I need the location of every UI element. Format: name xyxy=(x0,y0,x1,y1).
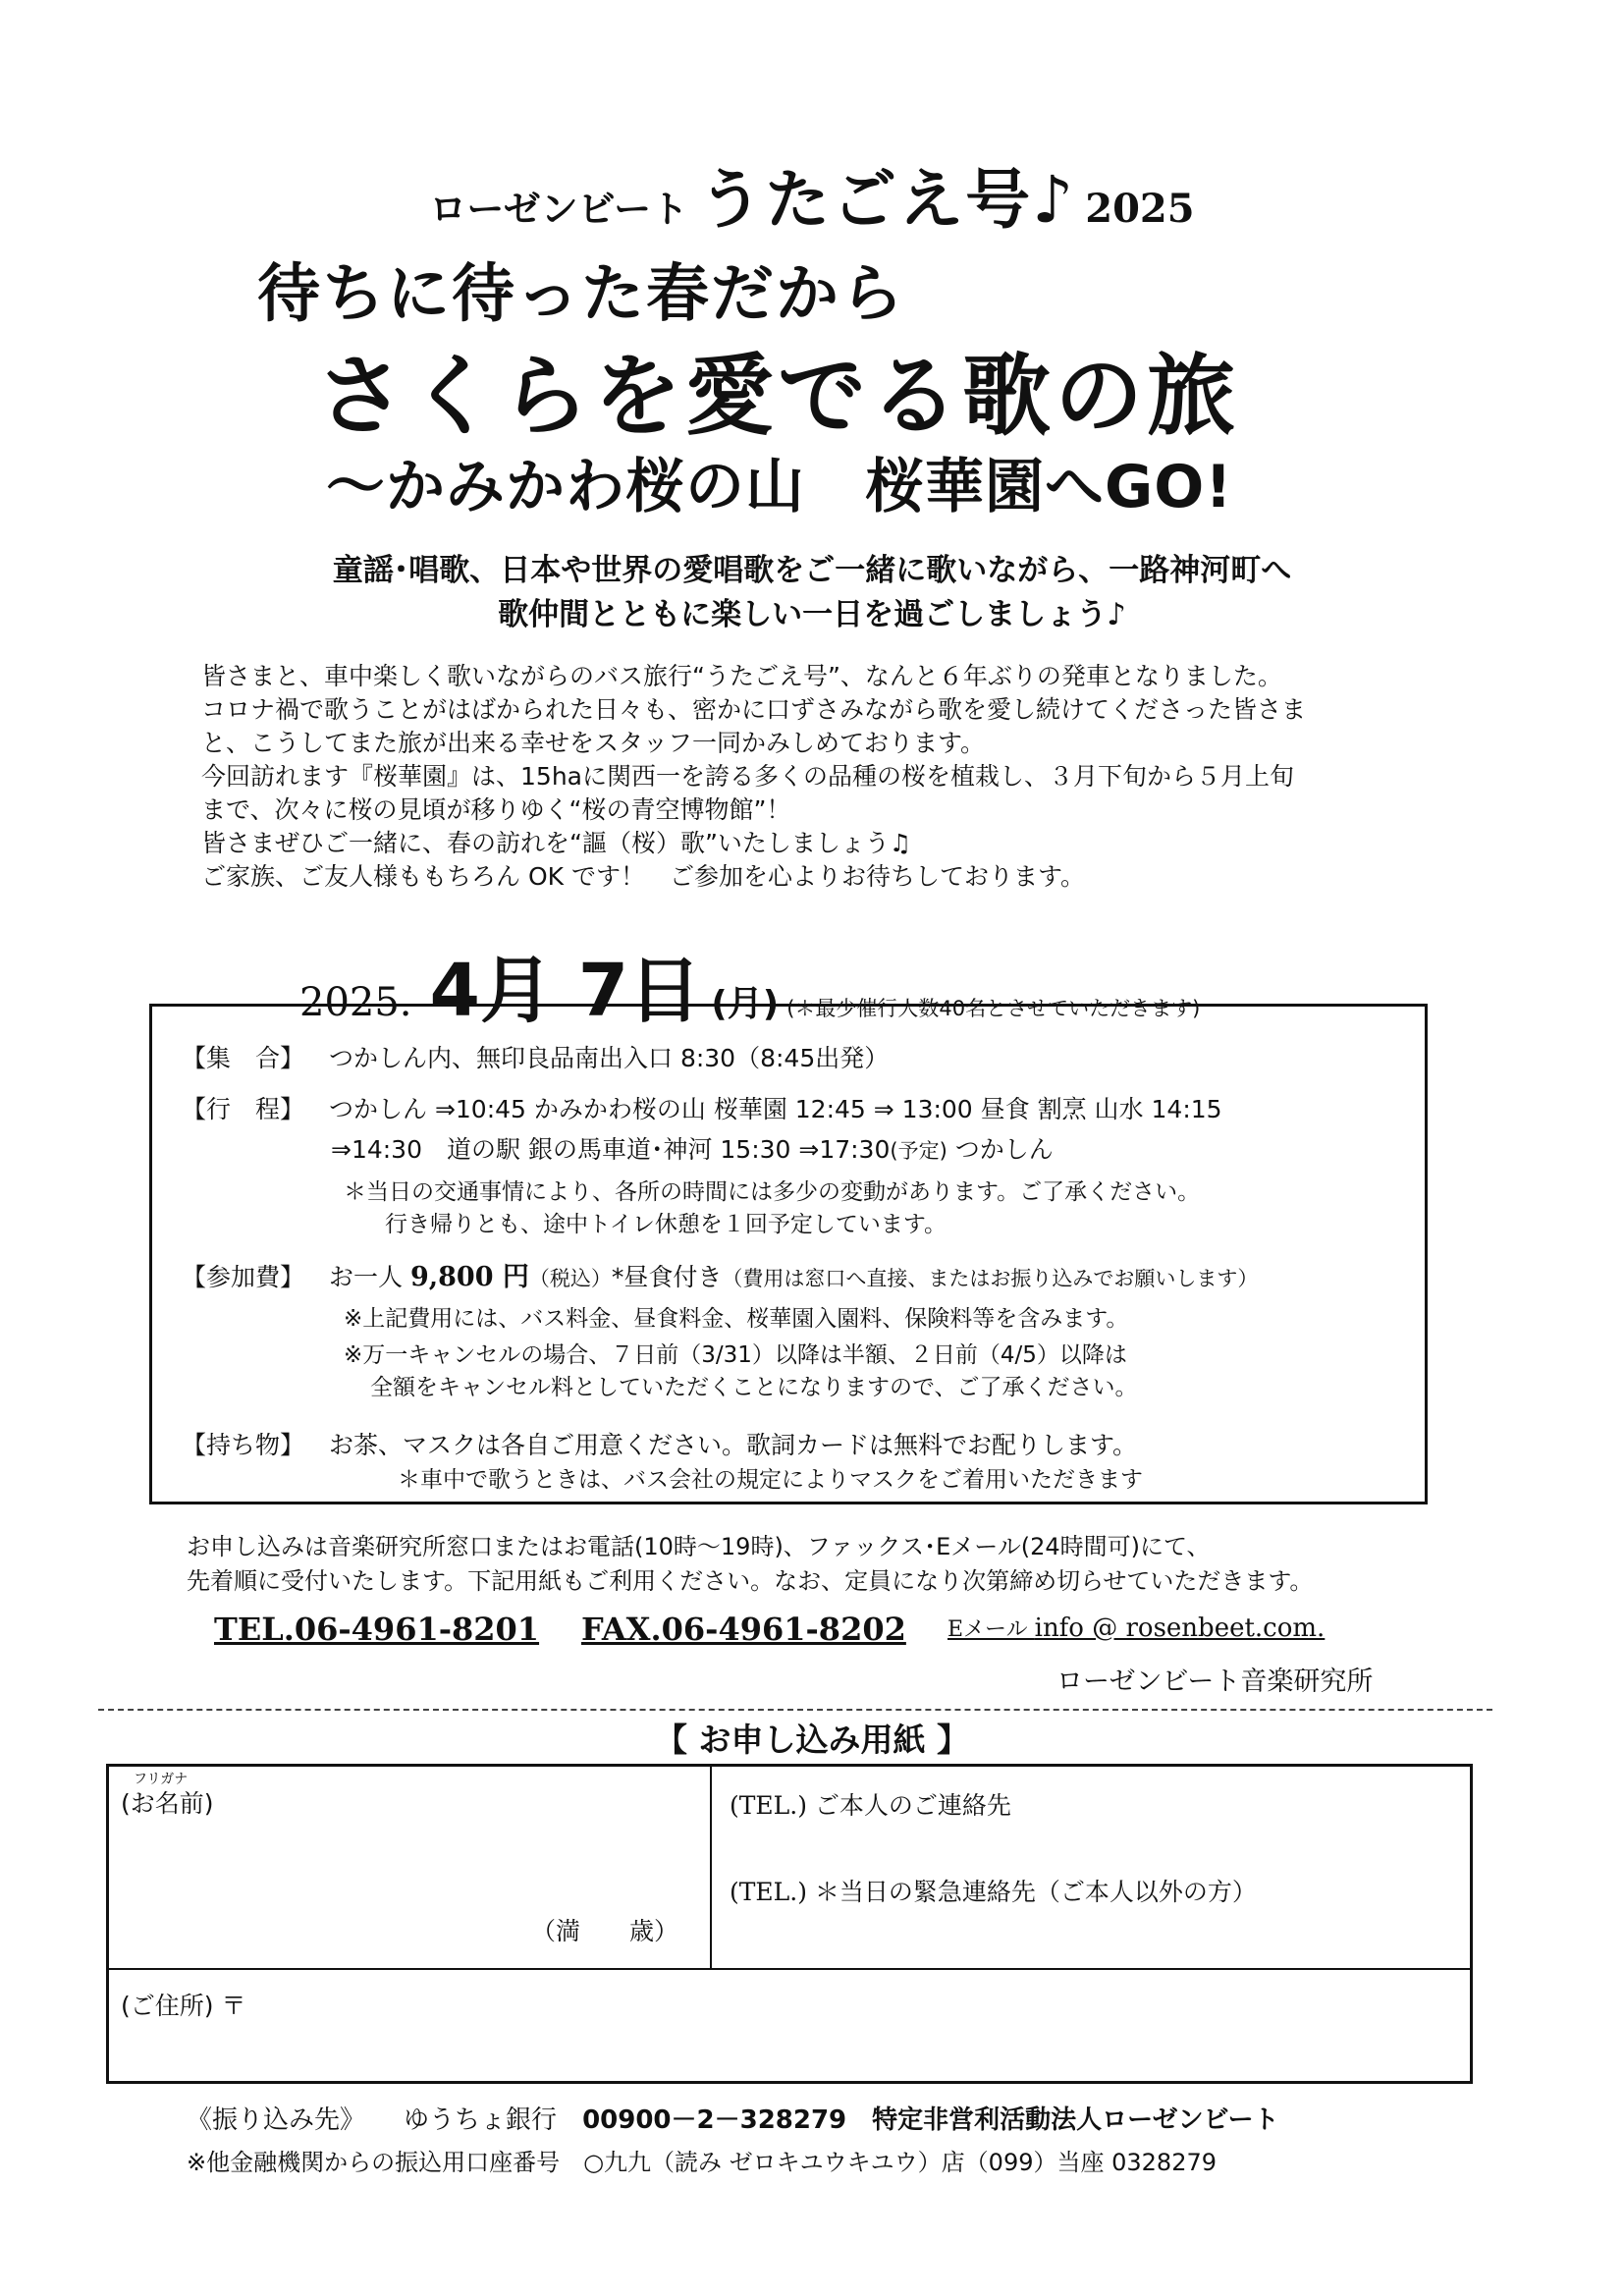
itinerary-line-1: つかしん ⇒10:45 かみかわ桜の山 桜華園 12:45 ⇒ 13:00 昼食 割烹 山水 14:15 xyxy=(329,1095,1222,1123)
intro-line: ご家族、ご友人様ももちろん OK です！ ご参加を心よりお待ちしております。 xyxy=(201,862,1085,891)
meeting-text: つかしん内、無印良品南出入口 8:30（8:45出発） xyxy=(329,1044,890,1072)
meeting-label: 【集 合】 xyxy=(182,1044,305,1072)
title-line-1: 待ちに待った春だから xyxy=(257,258,905,331)
fee-note-2: ※万一キャンセルの場合、７日前（3/31）以降は半額、２日前（4/5）以降は xyxy=(344,1342,1127,1368)
email-value: info @ rosenbeet.com. xyxy=(1034,1613,1326,1643)
fee-label: 【参加費】 xyxy=(182,1263,305,1291)
fax-number: FAX.06-4961-8202 xyxy=(581,1611,906,1648)
cut-line xyxy=(98,1709,1492,1711)
event-name: うたごえ号♪ xyxy=(698,162,1076,238)
date-year: 2025. xyxy=(299,980,412,1025)
itinerary-note-1: ＊当日の交通事情により、各所の時間には多少の変動があります。ご了承ください。 xyxy=(344,1179,1201,1205)
brand-name: ローゼンビート xyxy=(429,188,689,231)
form-divider-vertical xyxy=(710,1767,712,1968)
date-weekday: (月) xyxy=(711,984,780,1024)
items-row xyxy=(182,1426,1137,1461)
event-year: 2025 xyxy=(1085,186,1195,232)
intro-line: まで、次々に桜の見頃が移りゆく“桜の青空博物館”！ xyxy=(201,795,791,824)
title-line-3: ～かみかわ桜の山 桜華園へGO! xyxy=(326,453,1233,521)
lead-line-1: 童謡･唱歌、日本や世界の愛唱歌をご一緒に歌いながら、一路神河町へ xyxy=(332,553,1292,588)
name-field[interactable]: (お名前) xyxy=(121,1789,214,1818)
itinerary-label: 【行 程】 xyxy=(182,1095,305,1123)
items-text: お茶、マスクは各自ご用意ください。歌詞カードは無料でお配りします。 xyxy=(329,1431,1138,1459)
title-line-2: さくらを愛でる歌の旅 xyxy=(316,345,1239,448)
email-label: Eメール xyxy=(947,1617,1035,1642)
bank-account: 00900－2－328279 xyxy=(582,2105,847,2135)
fee-tax: （税込） xyxy=(528,1267,612,1290)
items-note: ＊車中で歌うときは、バス会社の規定によりマスクをご着用いただきます xyxy=(398,1467,1143,1493)
fee-prefix: お一人 xyxy=(329,1263,410,1291)
date-note: (＊最少催行人数40名とさせていただきます) xyxy=(786,997,1201,1020)
address-field[interactable]: (ご住所) 〒 xyxy=(121,1992,246,2020)
fee-amount: 9,800 円 xyxy=(409,1262,529,1292)
meeting-row xyxy=(182,1039,889,1074)
organization-name: ローゼンビート音楽研究所 xyxy=(1056,1667,1374,1697)
intro-line: 今回訪れます『桜華園』は、15haに関西一を誇る多くの品種の桜を植栽し、３月下旬から５月上旬 xyxy=(201,762,1294,791)
other-bank-info: ※他金融機関からの振込用口座番号 ○九九（読み ゼロキユウキユウ）店（099）当座 0328279 xyxy=(187,2149,1218,2176)
itinerary-end: つかしん xyxy=(947,1135,1054,1164)
apply-line-2: 先着順に受付いたします。下記用紙もご利用ください。なお、定員になり次第締め切らせていただきます。 xyxy=(187,1567,1314,1595)
itinerary-note-2: 行き帰りとも、途中トイレ休憩を１回予定しています。 xyxy=(385,1212,947,1237)
date-month-day: 4月 7日 xyxy=(429,949,702,1033)
tel-number: TEL.06-4961-8201 xyxy=(214,1611,540,1648)
tel-self-field[interactable]: (TEL.) ご本人のご連絡先 xyxy=(730,1791,1011,1820)
bank-info xyxy=(187,2100,1279,2136)
fee-note-3: 全額をキャンセル料としていただくことになりますので、ご了承ください。 xyxy=(370,1375,1138,1400)
fee-payment: （費用は窓口へ直接、またはお振り込みでお願いします） xyxy=(722,1267,1259,1290)
intro-paragraph xyxy=(201,660,1306,894)
itinerary-line-2: ⇒14:30 道の駅 銀の馬車道･神河 15:30 ⇒17:30 xyxy=(331,1135,891,1164)
fee-meal: *昼食付き xyxy=(611,1263,723,1291)
intro-line: コロナ禍で歌うことがはばかられた日々も、密かに口ずさみながら歌を愛し続けてくださった皆さま xyxy=(201,695,1307,724)
itinerary-plan: (予定) xyxy=(890,1139,947,1163)
application-form xyxy=(106,1764,1473,2084)
form-divider-horizontal xyxy=(109,1968,1470,1970)
form-title: 【 お申し込み用紙 】 xyxy=(655,1721,969,1759)
bank-label: 《振り込み先》 xyxy=(187,2105,353,2135)
fee-note-1: ※上記費用には、バス料金、昼食料金、桜華園入園料、保険料等を含みます。 xyxy=(344,1306,1129,1332)
event-info-box xyxy=(149,1004,1428,1504)
itinerary-row xyxy=(182,1090,1222,1125)
intro-line: 皆さまと、車中楽しく歌いながらのバス旅行“うたごえ号”、なんと６年ぶりの発車となりました。 xyxy=(201,662,1282,690)
itinerary-row-2 xyxy=(331,1130,1054,1166)
age-field[interactable]: （満 歳） xyxy=(531,1917,679,1945)
fee-row xyxy=(182,1255,1258,1293)
intro-line: と、こうしてまた旅が出来る幸せをスタッフ一同かみしめております。 xyxy=(201,729,986,757)
account-holder: 特定非営利活動法人ローゼンビート xyxy=(872,2105,1279,2135)
email-address xyxy=(947,1613,1325,1643)
intro-line: 皆さまぜひご一緒に、春の訪れを“謳（桜）歌”いたしましょう♫ xyxy=(201,829,912,857)
event-header xyxy=(0,147,1624,241)
furigana-label: フリガナ xyxy=(134,1772,189,1787)
apply-line-1: お申し込みは音楽研究所窓口またはお電話(10時～19時)、ファックス･Eメール(24時間可)にて、 xyxy=(187,1533,1211,1560)
tel-emergency-field[interactable]: (TEL.) ＊当日の緊急連絡先（ご本人以外の方） xyxy=(730,1878,1257,1906)
lead-line-2: 歌仲間とともに楽しい一日を過ごしましょう♪ xyxy=(498,597,1126,632)
items-label: 【持ち物】 xyxy=(182,1431,305,1459)
bank-name: ゆうちょ銀行 xyxy=(404,2105,558,2135)
